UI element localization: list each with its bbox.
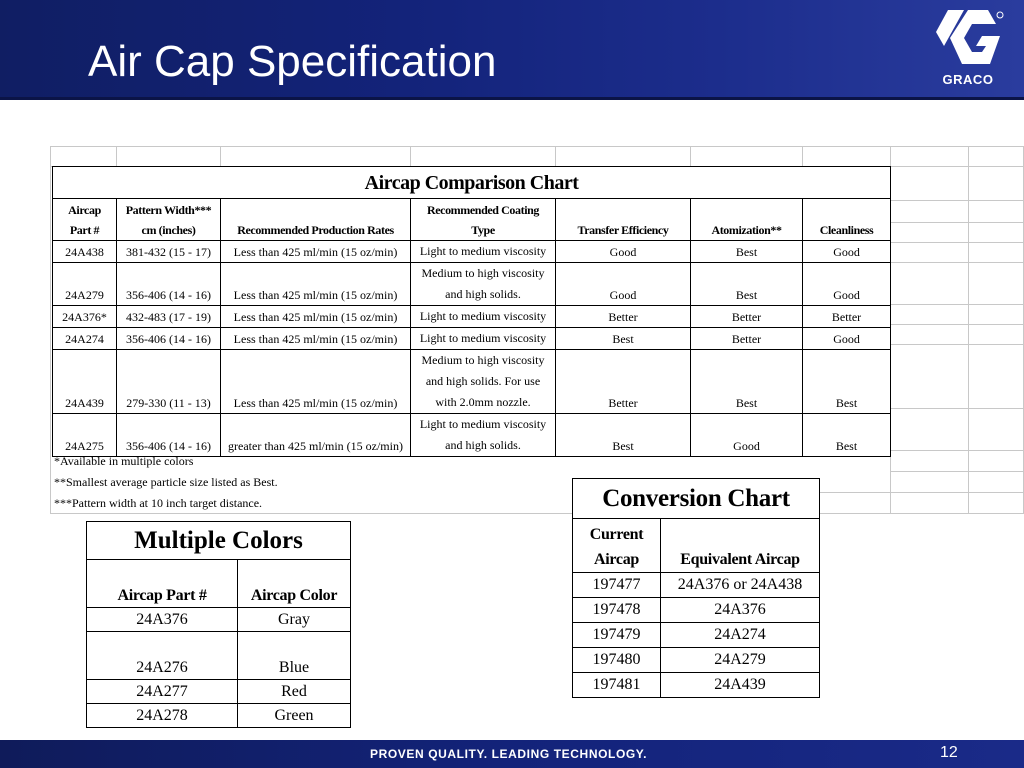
slide-footer [0,740,1024,768]
efficiency-cell: Good [556,241,691,263]
header-cleanliness-top [803,199,891,220]
atomization-cell: Best [691,263,803,306]
footnote-pattern-width: ***Pattern width at 10 inch target distance. [54,496,263,510]
header-efficiency-bottom: Transfer Efficiency [556,220,691,241]
header-cleanliness-bottom: Cleanliness [803,220,891,241]
header-current-bottom: Aircap [573,547,661,573]
coating-line: with 2.0mm nozzle. [435,395,531,409]
equivalent-aircap-cell: 24A439 [661,673,820,698]
footnote-particle-size: **Smallest average particle size listed as Best. [54,475,278,489]
rate-cell: Less than 425 ml/min (15 oz/min) [221,263,411,306]
cleanliness-cell: Best [803,350,891,414]
header-current-top: Current [573,519,661,547]
equivalent-aircap-cell: 24A274 [661,623,820,648]
equivalent-aircap-cell: 24A376 or 24A438 [661,573,820,598]
table-row [573,673,820,698]
current-aircap-cell: 197480 [573,648,661,673]
part-cell: 24A439 [53,350,117,414]
color-name-cell: Red [238,680,351,704]
efficiency-cell: Better [556,306,691,328]
efficiency-cell: Good [556,263,691,306]
width-cell: 356-406 (14 - 16) [117,263,221,306]
rate-cell: Less than 425 ml/min (15 oz/min) [221,328,411,350]
part-cell: 24A275 [53,414,117,457]
current-aircap-cell: 197481 [573,673,661,698]
logo-wordmark: GRACO [942,72,994,87]
table-row [53,241,891,263]
cleanliness-cell: Good [803,241,891,263]
header-rate-top [221,199,411,220]
table-row [573,623,820,648]
rate-cell: Less than 425 ml/min (15 oz/min) [221,350,411,414]
equivalent-aircap-cell: 24A376 [661,598,820,623]
footnote-colors: *Available in multiple colors [54,454,194,468]
cleanliness-cell: Better [803,306,891,328]
coating-cell [411,328,556,350]
atomization-cell: Better [691,306,803,328]
part-cell: 24A376* [53,306,117,328]
header-equivalent-top [661,519,820,547]
coating-line: and high solids. [445,438,521,452]
part-cell: 24A274 [53,328,117,350]
header-atomization-top [691,199,803,220]
atomization-cell: Good [691,414,803,457]
header-rate-bottom: Recommended Production Rates [221,220,411,241]
table-row [53,350,891,414]
header-part-top: Aircap [53,199,117,220]
color-part-cell: 24A278 [87,704,238,728]
current-aircap-cell: 197477 [573,573,661,598]
header-aircap-part: Aircap Part # [87,560,238,608]
slide-header [0,0,1024,100]
width-cell: 432-483 (17 - 19) [117,306,221,328]
table-row [87,680,351,704]
header-atomization-bottom: Atomization** [691,220,803,241]
equivalent-aircap-cell: 24A279 [661,648,820,673]
slide-title: Air Cap Specification [88,37,497,86]
part-cell: 24A438 [53,241,117,263]
color-part-cell: 24A276 [87,632,238,680]
table-row [53,306,891,328]
rate-cell: greater than 425 ml/min (15 oz/min) [221,414,411,457]
width-cell: 279-330 (11 - 13) [117,350,221,414]
width-cell: 381-432 (15 - 17) [117,241,221,263]
coating-cell [411,263,556,306]
conversion-chart-table [572,478,820,698]
table-row [87,608,351,632]
current-aircap-cell: 197479 [573,623,661,648]
width-cell: 356-406 (14 - 16) [117,328,221,350]
aircap-comparison-table [52,166,891,457]
coating-cell [411,306,556,328]
color-part-cell: 24A277 [87,680,238,704]
atomization-cell: Best [691,350,803,414]
current-aircap-cell: 197478 [573,598,661,623]
header-coating-top: Recommended Coating [411,199,556,220]
footer-tagline: PROVEN QUALITY. LEADING TECHNOLOGY. [370,747,648,761]
color-name-cell: Gray [238,608,351,632]
table-row [87,704,351,728]
atomization-cell: Better [691,328,803,350]
conversion-chart-title: Conversion Chart [573,479,820,519]
coating-cell [411,241,556,263]
cleanliness-cell: Good [803,328,891,350]
rate-cell: Less than 425 ml/min (15 oz/min) [221,306,411,328]
efficiency-cell: Better [556,350,691,414]
atomization-cell: Best [691,241,803,263]
header-coating-bottom: Type [411,220,556,241]
cleanliness-cell: Best [803,414,891,457]
header-aircap-color: Aircap Color [238,560,351,608]
header-efficiency-top [556,199,691,220]
rate-cell: Less than 425 ml/min (15 oz/min) [221,241,411,263]
coating-line: Light to medium viscosity [419,331,547,345]
coating-line: Light to medium viscosity [419,244,547,258]
header-width-top: Pattern Width*** [117,199,221,220]
header-equivalent: Equivalent Aircap [661,547,820,573]
table-row [573,598,820,623]
table-row [87,632,351,680]
width-cell: 356-406 (14 - 16) [117,414,221,457]
coating-line: Light to medium viscosity [419,309,547,323]
comparison-chart-title: Aircap Comparison Chart [53,167,891,199]
coating-line: Medium to high viscosity [421,353,545,367]
table-row [573,573,820,598]
part-cell: 24A279 [53,263,117,306]
efficiency-cell: Best [556,414,691,457]
cleanliness-cell: Good [803,263,891,306]
table-row [573,648,820,673]
table-row [53,328,891,350]
coating-line: and high solids. [445,287,521,301]
efficiency-cell: Best [556,328,691,350]
page-number: 12 [940,744,958,761]
color-name-cell: Green [238,704,351,728]
table-row [53,263,891,306]
multiple-colors-title: Multiple Colors [87,522,351,560]
color-name-cell: Blue [238,632,351,680]
multiple-colors-table [86,521,351,728]
header-width-bottom: cm (inches) [117,220,221,241]
color-part-cell: 24A376 [87,608,238,632]
coating-line: and high solids. For use [425,374,541,388]
coating-line: Light to medium viscosity [419,417,547,431]
header-part-bottom: Part # [53,220,117,241]
coating-cell [411,350,556,414]
coating-line: Medium to high viscosity [421,266,545,280]
